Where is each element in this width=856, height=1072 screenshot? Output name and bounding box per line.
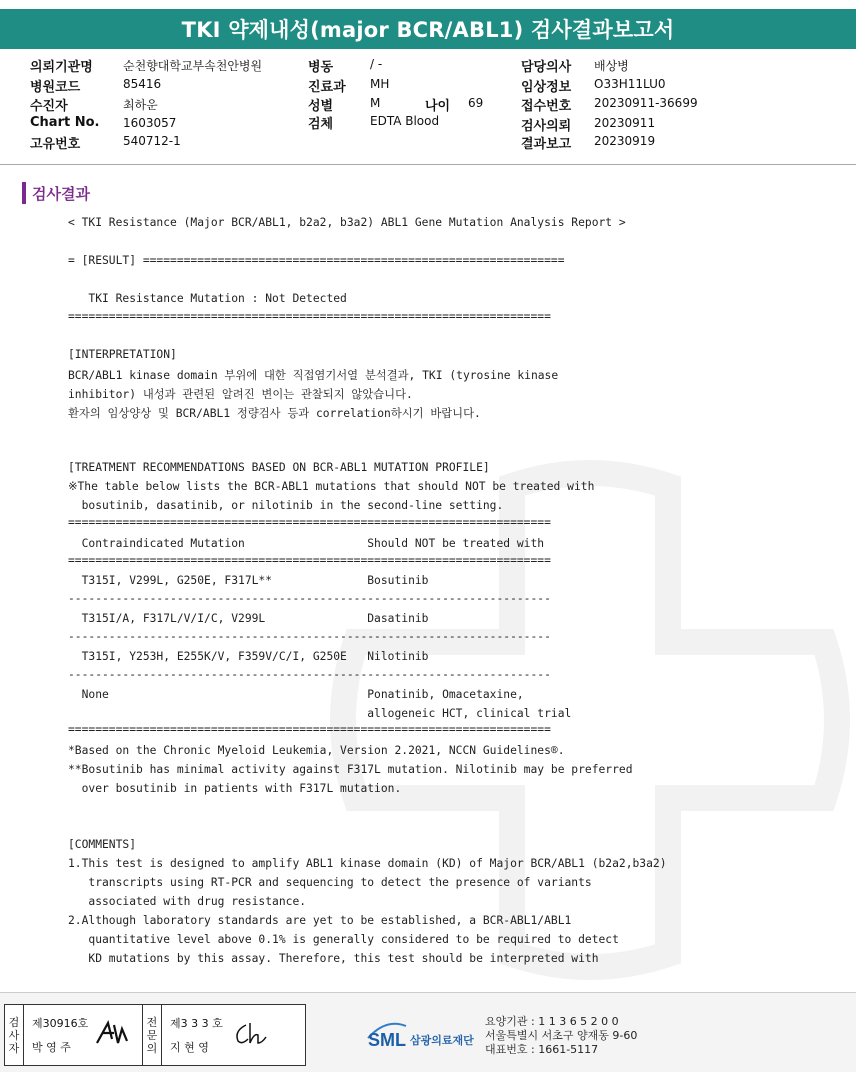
- svg-text:SML: SML: [368, 1030, 406, 1050]
- table-row: None Ponatinib, Omacetaxine,: [68, 688, 524, 701]
- table-row: T315I/A, F317L/V/I/C, V299L Dasatinib: [68, 612, 429, 625]
- treatment-note: ※The table below lists the BCR-ABL1 mutations that should NOT be treated with: [68, 480, 595, 493]
- value-clinical-info: O33H11LU0: [594, 77, 666, 91]
- value-request-date: 20230911: [594, 116, 656, 130]
- value-department: MH: [370, 77, 390, 91]
- value-patient: 최하운: [123, 98, 158, 112]
- signature2-icon: [232, 1021, 268, 1047]
- value-institution: 순천향대학교부속천안병원: [123, 59, 263, 73]
- signer1-name: 박 영 주: [32, 1041, 71, 1054]
- footnote: **Bosutinib has minimal activity against F317L mutation. Nilotinib may be preferred: [68, 763, 633, 776]
- section-accent-bar: [22, 182, 26, 204]
- report-title: TKI 약제내성(major BCR/ABL1) 검사결과보고서: [181, 18, 675, 42]
- table-rule: =======================================================================: [68, 723, 551, 736]
- comment-line: KD mutations by this assay. Therefore, this test should be interpreted with: [68, 952, 599, 965]
- result-rule: = [RESULT] ==============================================================: [68, 254, 565, 267]
- table-row-divider: -----------------------------------------------------------------------: [68, 630, 551, 643]
- table-row: T315I, V299L, G250E, F317L** Bosutinib: [68, 574, 429, 587]
- signer2-cell: [162, 1005, 300, 1065]
- treatment-note: bosutinib, dasatinib, or nilotinib in the second-line setting.: [68, 499, 504, 512]
- signature-box: [4, 1004, 306, 1066]
- section-title: 검사결과: [32, 185, 90, 203]
- info-divider: [0, 164, 856, 165]
- institution-phone: 대표번호 : 1661-5117: [485, 1043, 599, 1056]
- value-chart-no: 1603057: [123, 116, 177, 130]
- label-request-date: 검사의뢰: [521, 119, 572, 134]
- svg-text:삼광의료재단: 삼광의료재단: [410, 1034, 474, 1047]
- label-unique-no: 고유번호: [30, 137, 81, 152]
- signer2-role: 전문의: [143, 1005, 162, 1065]
- signer2-license: 제3 3 3 호: [170, 1017, 223, 1030]
- value-receipt-no: 20230911-36699: [594, 96, 698, 110]
- institution-address: 서울특별시 서초구 양재동 9-60: [485, 1029, 638, 1042]
- value-age: 69: [468, 96, 484, 110]
- table-row: allogeneic HCT, clinical trial: [68, 707, 572, 720]
- table-rule: =======================================================================: [68, 516, 551, 529]
- label-specimen: 검체: [308, 117, 334, 132]
- comments-heading: [COMMENTS]: [68, 838, 137, 851]
- sml-logo-icon: [366, 1016, 486, 1052]
- value-specimen: EDTA Blood: [370, 114, 440, 128]
- signer1-role: 검사자: [5, 1005, 24, 1065]
- label-clinical-info: 임상정보: [521, 80, 572, 95]
- report-heading: < TKI Resistance (Major BCR/ABL1, b2a2, b3a2) ABL1 Gene Mutation Analysis Report >: [68, 216, 626, 229]
- interpretation-heading: [INTERPRETATION]: [68, 348, 177, 361]
- table-row-divider: -----------------------------------------------------------------------: [68, 592, 551, 605]
- interpretation-line: BCR/ABL1 kinase domain 부위에 대한 직접염기서열 분석결과, TKI (tyrosine kinase: [68, 369, 559, 382]
- label-department: 진료과: [308, 80, 346, 95]
- label-chart-no: Chart No.: [30, 115, 100, 130]
- signer1-license: 제30916호: [32, 1017, 89, 1030]
- value-report-date: 20230919: [594, 134, 656, 148]
- label-patient: 수진자: [30, 99, 68, 114]
- footnote: over bosutinib in patients with F317L mutation.: [68, 782, 402, 795]
- interpretation-line: 환자의 임상양상 및 BCR/ABL1 정량검사 등과 correlation하시기 바랍니다.: [68, 407, 481, 420]
- patient-info: [0, 53, 856, 166]
- signature1-icon: [94, 1019, 130, 1049]
- treatment-heading: [TREATMENT RECOMMENDATIONS BASED ON BCR-ABL1 MUTATION PROFILE]: [68, 461, 490, 474]
- value-unique-no: 540712-1: [123, 134, 181, 148]
- value-hospital-code: 85416: [123, 77, 162, 91]
- report-body: [68, 210, 848, 980]
- comment-line: 2.Although laboratory standards are yet to be established, a BCR-ABL1/ABL1: [68, 914, 572, 927]
- divider-line: =======================================================================: [68, 310, 551, 323]
- value-ward: / -: [370, 57, 383, 71]
- title-bar: [0, 9, 856, 49]
- label-ward: 병동: [308, 60, 334, 75]
- label-hospital-code: 병원코드: [30, 80, 81, 95]
- label-physician: 담당의사: [521, 60, 572, 75]
- signer2-name: 지 현 영: [170, 1041, 209, 1054]
- label-institution: 의뢰기관명: [30, 60, 93, 75]
- label-sex: 성별: [308, 99, 334, 114]
- label-receipt-no: 접수번호: [521, 99, 572, 114]
- table-row: T315I, Y253H, E255K/V, F359V/C/I, G250E Nilotinib: [68, 650, 429, 663]
- table-rule: =======================================================================: [68, 554, 551, 567]
- footnote: *Based on the Chronic Myeloid Leukemia, Version 2.2021, NCCN Guidelines®.: [68, 744, 565, 757]
- comment-line: quantitative level above 0.1% is generally considered to be required to detect: [68, 933, 619, 946]
- signer1-cell: [24, 1005, 143, 1065]
- comment-line: transcripts using RT-PCR and sequencing to detect the presence of variants: [68, 876, 592, 889]
- interpretation-line: inhibitor) 내성과 관련된 알려진 변이는 관찰되지 않았습니다.: [68, 388, 413, 401]
- value-sex: M: [370, 96, 381, 110]
- result-line: TKI Resistance Mutation : Not Detected: [68, 292, 347, 305]
- label-report-date: 결과보고: [521, 137, 572, 152]
- comment-line: associated with drug resistance.: [68, 895, 307, 908]
- institution-code: 요양기관 : 1 1 3 6 5 2 0 0: [485, 1015, 619, 1028]
- table-header: Contraindicated Mutation Should NOT be treated with: [68, 537, 545, 550]
- table-row-divider: -----------------------------------------------------------------------: [68, 668, 551, 681]
- comment-line: 1.This test is designed to amplify ABL1 kinase domain (KD) of Major BCR/ABL1 (b2a2,b3a2): [68, 857, 667, 870]
- label-age: 나이: [425, 99, 451, 114]
- value-physician: 배상병: [594, 59, 629, 73]
- institution-info: [485, 1015, 637, 1057]
